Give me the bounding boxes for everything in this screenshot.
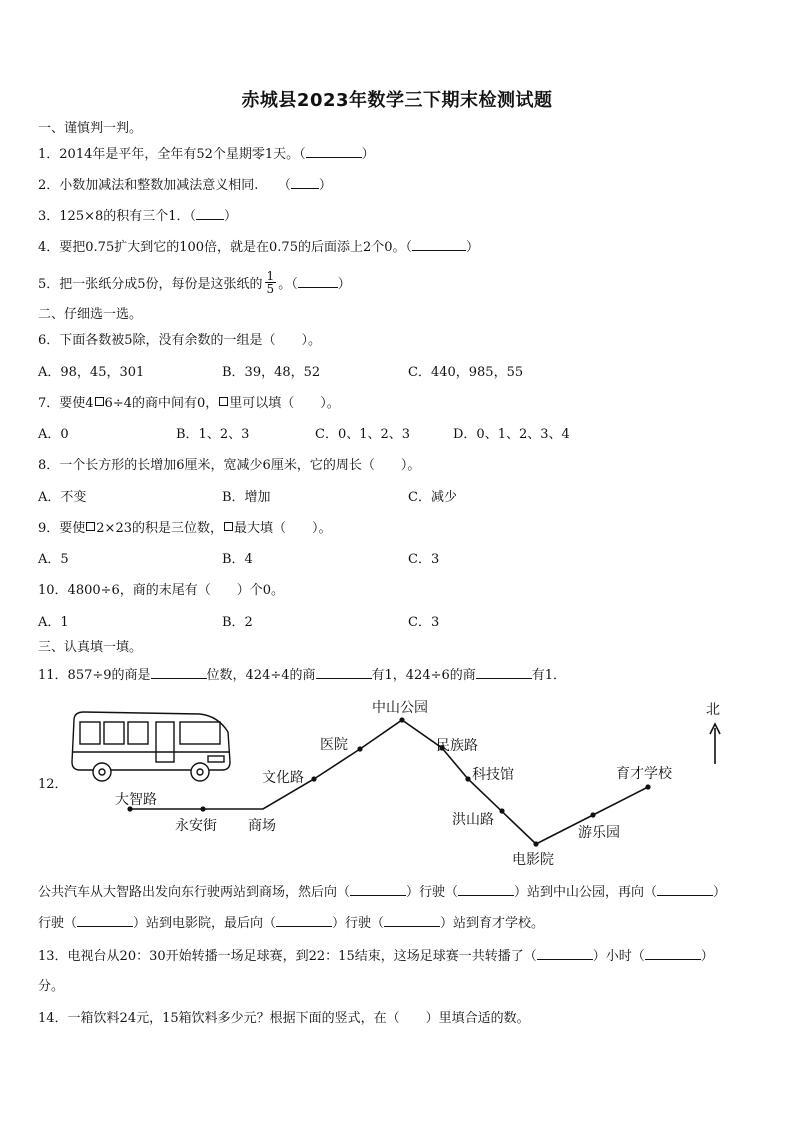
place-label-yucai-school: 育才学校 [616,766,672,782]
option-a[interactable]: A．不变 [38,490,87,505]
question-5 [38,269,351,297]
square-box-icon [95,397,104,406]
place-label-hongshanlu: 洪山路 [452,812,494,828]
option-c[interactable]: C．440，985，55 [408,365,524,380]
question-7-text-c: 里可以填（ ）。 [229,396,340,411]
question-4 [38,238,479,257]
place-label-kejiguan: 科技馆 [472,767,514,783]
question-12-text: 公共汽车从大智路出发向东行驶两站到商场，然后向（ [38,885,351,900]
answer-blank[interactable] [77,914,133,927]
place-label-yiyuan: 医院 [320,737,348,753]
answer-blank[interactable] [276,914,332,927]
fraction-numerator: 1 [266,269,275,283]
section-heading-3: 三、认真填一填。 [38,640,143,655]
question-12-text: ） [713,885,727,900]
question-13-text: ） [700,949,714,964]
paren-close: ） [318,178,332,193]
paren-open: 。（ [278,277,298,292]
question-4-text: 4．要把0.75扩大到它的100倍，就是在0.75的后面添上2个0。（ [38,240,413,255]
question-11 [38,666,566,685]
fraction-denominator: 5 [266,282,275,296]
option-a[interactable]: A．1 [38,615,69,630]
north-arrow-icon [710,724,720,764]
answer-blank[interactable] [458,883,514,896]
question-9-text-a: 9．要使 [38,521,86,536]
answer-blank[interactable] [657,883,713,896]
question-12-line-2 [38,914,544,933]
paren-close: ） [337,277,351,292]
square-box-icon [224,522,233,531]
question-3-text: 3．125×8的积有三个1．（ [38,209,197,224]
bus-icon [72,712,230,781]
question-2 [38,176,332,195]
place-label-zhongshan-park: 中山公园 [372,700,428,716]
option-a[interactable]: A．5 [38,552,69,567]
question-14: 14．一箱饮料24元，15箱饮料多少元？根据下面的竖式，在（ ）里填合适的数。 [38,1011,530,1026]
answer-blank[interactable] [316,666,372,679]
question-1-text: 1．2014年是平年，全年有52个星期零1天。（ [38,147,306,162]
answer-blank[interactable] [645,947,701,960]
place-label-dazhilu: 大智路 [115,792,157,808]
question-5-text: 5．把一张纸分成5份，每份是这张纸的 [38,277,263,292]
bus-route-map [38,692,760,874]
question-12-text: ）行驶（ [406,885,459,900]
question-12-text: ）站到中山公园，再向（ [514,885,658,900]
fraction [265,270,277,295]
question-7 [38,395,340,413]
answer-blank[interactable] [196,207,224,220]
option-a[interactable]: A．0 [38,427,69,442]
paren-close: ） [361,147,375,162]
question-9 [38,520,332,538]
option-b[interactable]: B．增加 [222,490,271,505]
option-b[interactable]: B．1、2、3 [176,427,250,442]
answer-blank[interactable] [306,145,362,158]
place-label-youleyuan: 游乐园 [578,825,620,841]
question-2-text: 2．小数加减法和整数加减法意义相同. （ [38,178,291,193]
question-11-text-b: 位数，424÷4的商 [206,668,316,683]
question-10: 10．4800÷6，商的末尾有（ ）个0。 [38,583,285,598]
paren-close: ） [466,240,480,255]
question-9-text-c: 最大填（ ）。 [234,521,332,536]
answer-blank[interactable] [151,666,207,679]
option-b[interactable]: B．4 [222,552,253,567]
section-heading-2: 二、仔细选一选。 [38,307,143,322]
place-label-minzulu: 民族路 [436,738,478,754]
question-1 [38,145,375,164]
question-12-text: ）站到电影院，最后向（ [133,916,277,931]
option-b[interactable]: B．39，48，52 [222,365,321,380]
answer-blank[interactable] [291,176,319,189]
question-12-text: ）行驶（ [332,916,385,931]
square-box-icon [219,397,228,406]
answer-blank[interactable] [476,666,532,679]
question-12-line-1 [38,883,726,902]
place-label-dianyingyuan: 电影院 [512,852,554,868]
option-c[interactable]: C．3 [408,552,440,567]
paren-close: ） [224,209,238,224]
question-12-text: ）站到育才学校。 [440,916,545,931]
question-8: 8．一个长方形的长增加6厘米，宽减少6厘米，它的周长（ ）。 [38,458,421,473]
option-c[interactable]: C．减少 [408,490,457,505]
question-11-text-a: 11．857÷9的商是 [38,668,151,683]
square-box-icon [86,522,95,531]
page-title: 赤城县2023年数学三下期末检测试题 [241,90,553,111]
question-11-text-c: 有1，424÷6的商 [371,668,476,683]
answer-blank[interactable] [384,914,440,927]
question-11-text-d: 有1． [531,668,567,683]
answer-blank[interactable] [412,238,466,251]
option-b[interactable]: B．2 [222,615,253,630]
section-heading-1: 一、谨慎判一判。 [38,121,143,136]
place-label-shangchang: 商场 [248,818,276,834]
question-3 [38,207,237,226]
question-12-text: 行驶（ [38,916,78,931]
question-13-text: 13．电视台从20：30开始转播一场足球赛，到22：15结束，这场足球赛一共转播了（ [38,949,537,964]
option-d[interactable]: D．0、1、2、3、4 [453,427,570,442]
option-c[interactable]: C．3 [408,615,440,630]
question-13-line-2: 分。 [38,979,65,994]
question-7-text-a: 7．要使4 [38,396,94,411]
option-c[interactable]: C．0、1、2、3 [315,427,411,442]
option-a[interactable]: A．98，45，301 [38,365,145,380]
north-label: 北 [706,702,720,718]
question-13 [38,947,714,966]
place-label-wenhualu: 文化路 [262,770,304,786]
question-13-text: ）小时（ [592,949,645,964]
answer-blank[interactable] [350,883,406,896]
place-label-yonganjie: 永安街 [175,818,217,834]
question-9-text-b: 2×23的积是三位数， [96,521,223,536]
question-7-text-b: 6÷4的商中间有0， [104,396,219,411]
answer-blank[interactable] [537,947,593,960]
answer-blank[interactable] [298,275,338,288]
question-6: 6．下面各数被5除，没有余数的一组是（ ）。 [38,333,322,348]
question-12-number: 12． [38,777,68,792]
